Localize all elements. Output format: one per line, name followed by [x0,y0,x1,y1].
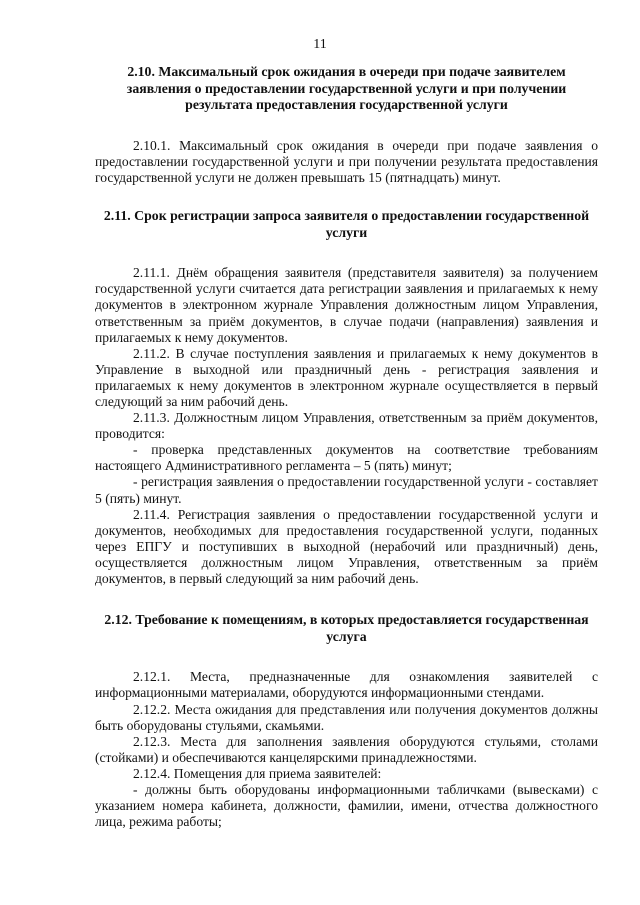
list-item: - проверка представленных документов на соответствие требованиям настоящего Административного регламента – 5 (пять) минут; [95,442,598,474]
paragraph: 2.12.1. Места, предназначенные для ознакомления заявителей с информационными материалами, оборудуются информационными стендами. [95,669,598,701]
paragraph: 2.11.4. Регистрация заявления о предоставлении государственной услуги и документов, необходимых для предоставления государственной услуги, поданных через ЕПГУ и поступивших в выходной (нерабочий или праздничный) день, осуществляется должностным лицом Управления, ответственным за приём документов, в первый следующий за ним рабочий день. [95,506,598,587]
paragraph: 2.12.2. Места ожидания для представления или получения документов должны быть оборудованы стульями, скамьями. [95,701,598,733]
section-2-10 [95,64,598,186]
page-number: 11 [313,37,327,52]
section-2-11 [95,208,598,587]
paragraph: 2.10.1. Максимальный срок ожидания в очереди при подаче заявления о предоставлении государственной услуги и при получении результата предоставления государственной услуги не должен превышать 15 (пятнадцать) минут. [95,137,598,185]
paragraph: 2.11.1. Днём обращения заявителя (представителя заявителя) за получением государственной услуги считается дата регистрации заявления и прилагаемых к нему документов в электронном журнале Управления должностным лицом Управления, ответственным за приём документов, в случае подачи (направления) заявления и прилагаемых к нему документов. [95,265,598,345]
list-item: - регистрация заявления о предоставлении государственной услуги - составляет 5 (пять) минут. [95,474,598,506]
section-title: 2.11. Срок регистрации запроса заявителя о предоставлении государственной услуги [103,208,590,240]
section-title: 2.12. Требование к помещениям, в которых предоставляется государственная услуга [104,612,589,644]
section-2-12 [95,612,598,830]
section-title: 2.10. Максимальный срок ожидания в очереди при подаче заявителем заявления о предоставлении государственной услуги и при получении результата предоставления государственной услуги [126,64,567,113]
paragraph: 2.12.4. Помещения для приема заявителей: [133,765,382,781]
paragraph: 2.12.3. Места для заполнения заявления оборудуются стульями, столами (стойками) и обеспечиваются канцелярскими принадлежностями. [95,733,598,765]
document-body [95,64,598,830]
paragraph: 2.11.2. В случае поступления заявления и прилагаемых к нему документов в Управление в выходной или праздничный день - регистрация заявления и прилагаемых к нему документов в электронном журнале осуществляется в первый следующий за ним рабочий день. [95,345,598,409]
list-item: - должны быть оборудованы информационными табличками (вывесками) с указанием номера кабинета, должности, фамилии, имени, отчества должностного лица, режима работы; [95,781,598,830]
paragraph: 2.11.3. Должностным лицом Управления, ответственным за приём документов, проводится: [95,410,598,442]
